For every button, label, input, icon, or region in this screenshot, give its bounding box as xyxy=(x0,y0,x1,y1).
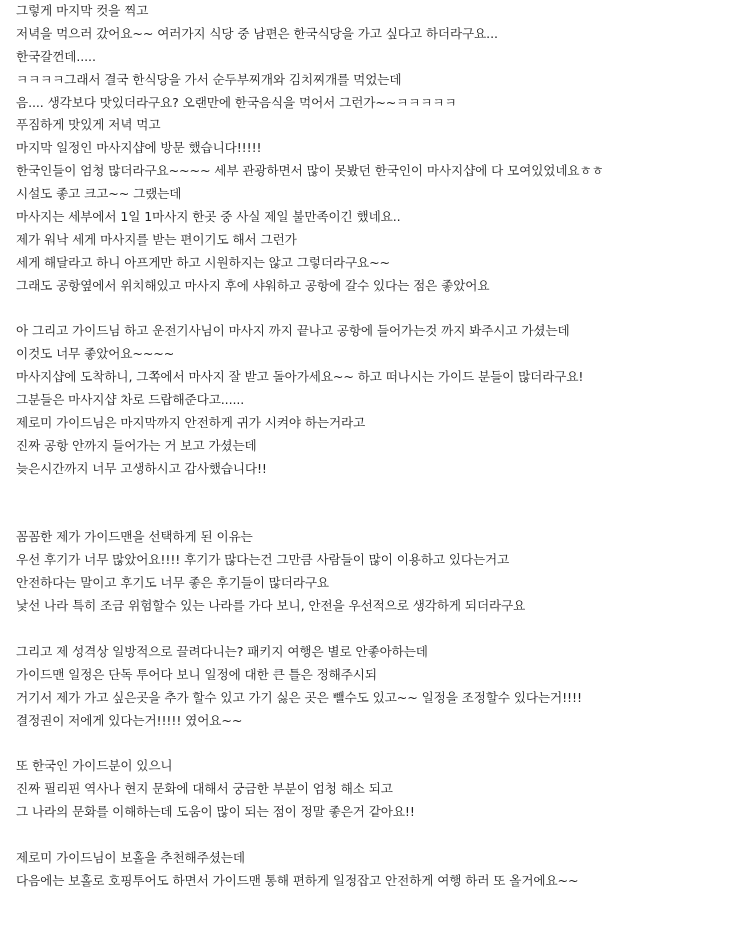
text-line: 마사지는 세부에서 1일 1마사지 한곳 중 사실 제일 불만족이긴 했네요.. xyxy=(16,209,401,225)
text-line: 제로미 가이드님은 마지막까지 안전하게 귀가 시켜야 하는거라고 xyxy=(16,415,366,431)
post-body xyxy=(16,0,744,893)
text-line: 진짜 공항 안까지 들어가는 거 보고 가셨는데 xyxy=(16,437,257,453)
text-line: 안전하다는 말이고 후기도 너무 좋은 후기들이 많더라구요 xyxy=(16,575,329,591)
text-line: 우선 후기가 너무 많았어요!!!! 후기가 많다는건 그만큼 사람들이 많이 이용하고 있다는거고 xyxy=(16,552,510,568)
text-line: 꼼꼼한 제가 가이드맨을 선택하게 된 이유는 xyxy=(16,529,253,545)
text-line: 그렇게 마지막 컷을 찍고 xyxy=(16,3,149,18)
text-line: 또 한국인 가이드분이 있으니 xyxy=(16,758,173,774)
text-line: 한국갈껀데..... xyxy=(16,48,96,64)
text-line: 음.... 생각보다 맛있더라구요? 오랜만에 한국음식을 먹어서 그런가~~ㅋㅋㅋㅋㅋ xyxy=(16,94,457,110)
text-line: 그 나라의 문화를 이해하는데 도움이 많이 되는 점이 정말 좋은거 같아요!! xyxy=(16,804,415,820)
text-line: 거기서 제가 가고 싶은곳을 추가 할수 있고 가기 싫은 곳은 뺄수도 있고~~ 일정을 조정할수 있다는거!!!! xyxy=(16,689,582,705)
text-line: 낯선 나라 특히 조금 위험할수 있는 나라를 가다 보니, 안전을 우선적으로 생각하게 되더라구요 xyxy=(16,598,526,614)
text-line: 푸짐하게 맛있게 저녁 먹고 xyxy=(16,117,161,133)
blank-line xyxy=(16,481,744,504)
text-line: 제로미 가이드님이 보홀을 추천해주셨는데 xyxy=(16,849,245,865)
text-line: 진짜 필리핀 역사나 현지 문화에 대해서 궁금한 부분이 엄청 해소 되고 xyxy=(16,781,393,797)
blank-line xyxy=(16,618,744,641)
blank-line xyxy=(16,824,744,847)
text-line: 늦은시간까지 너무 고생하시고 감사했습니다!! xyxy=(16,460,267,476)
text-line: 그분들은 마사지샵 차로 드랍해준다고...... xyxy=(16,392,245,408)
blank-line xyxy=(16,733,744,756)
text-line: 이것도 너무 좋았어요~~~~ xyxy=(16,346,175,362)
text-line: 시설도 좋고 크고~~ 그랬는데 xyxy=(16,186,182,202)
text-line: ㅋㅋㅋㅋ그래서 결국 한식당을 가서 순두부찌개와 김치찌개를 먹었는데 xyxy=(16,71,402,87)
text-line: 아 그리고 가이드님 하고 운전기사님이 마사지 까지 끝나고 공항에 들어가는것 까지 봐주시고 가셨는데 xyxy=(16,323,570,339)
text-line: 마사지샵에 도착하니, 그쪽에서 마사지 잘 받고 돌아가세요~~ 하고 떠나시는 가이드 분들이 많더라구요! xyxy=(16,369,584,385)
text-line: 그래도 공항옆에서 위치해있고 마사지 후에 샤워하고 공항에 갈수 있다는 점은 좋았어요 xyxy=(16,277,490,293)
text-line: 한국인들이 엄청 많더라구요~~~~ 세부 관광하면서 많이 못봤던 한국인이 마사지샵에 다 모여있었네요ㅎㅎ xyxy=(16,163,604,179)
text-line: 그리고 제 성격상 일방적으로 끌려다니는? 패키지 여행은 별로 안좋아하는데 xyxy=(16,643,428,659)
text-line: 저녁을 먹으러 갔어요~~ 여러가지 식당 중 남편은 한국식당을 가고 싶다고 하더라구요... xyxy=(16,25,498,41)
blank-line xyxy=(16,504,744,527)
text-line: 다음에는 보홀로 호핑투어도 하면서 가이드맨 통해 편하게 일정잡고 안전하게 여행 하러 또 올거에요~~ xyxy=(16,872,579,888)
text-line: 마지막 일정인 마사지샵에 방문 했습니다!!!!! xyxy=(16,140,262,156)
text-line: 세게 해달라고 하니 아프게만 하고 시원하지는 않고 그렇더라구요~~ xyxy=(16,254,390,270)
text-line: 가이드맨 일정은 단독 투어다 보니 일정에 대한 큰 틀은 정해주시되 xyxy=(16,666,377,682)
text-line: 제가 워낙 세게 마사지를 받는 편이기도 해서 그런가 xyxy=(16,231,297,247)
text-line: 결정권이 저에게 있다는거!!!!! 였어요~~ xyxy=(16,712,243,728)
blank-line xyxy=(16,298,744,321)
